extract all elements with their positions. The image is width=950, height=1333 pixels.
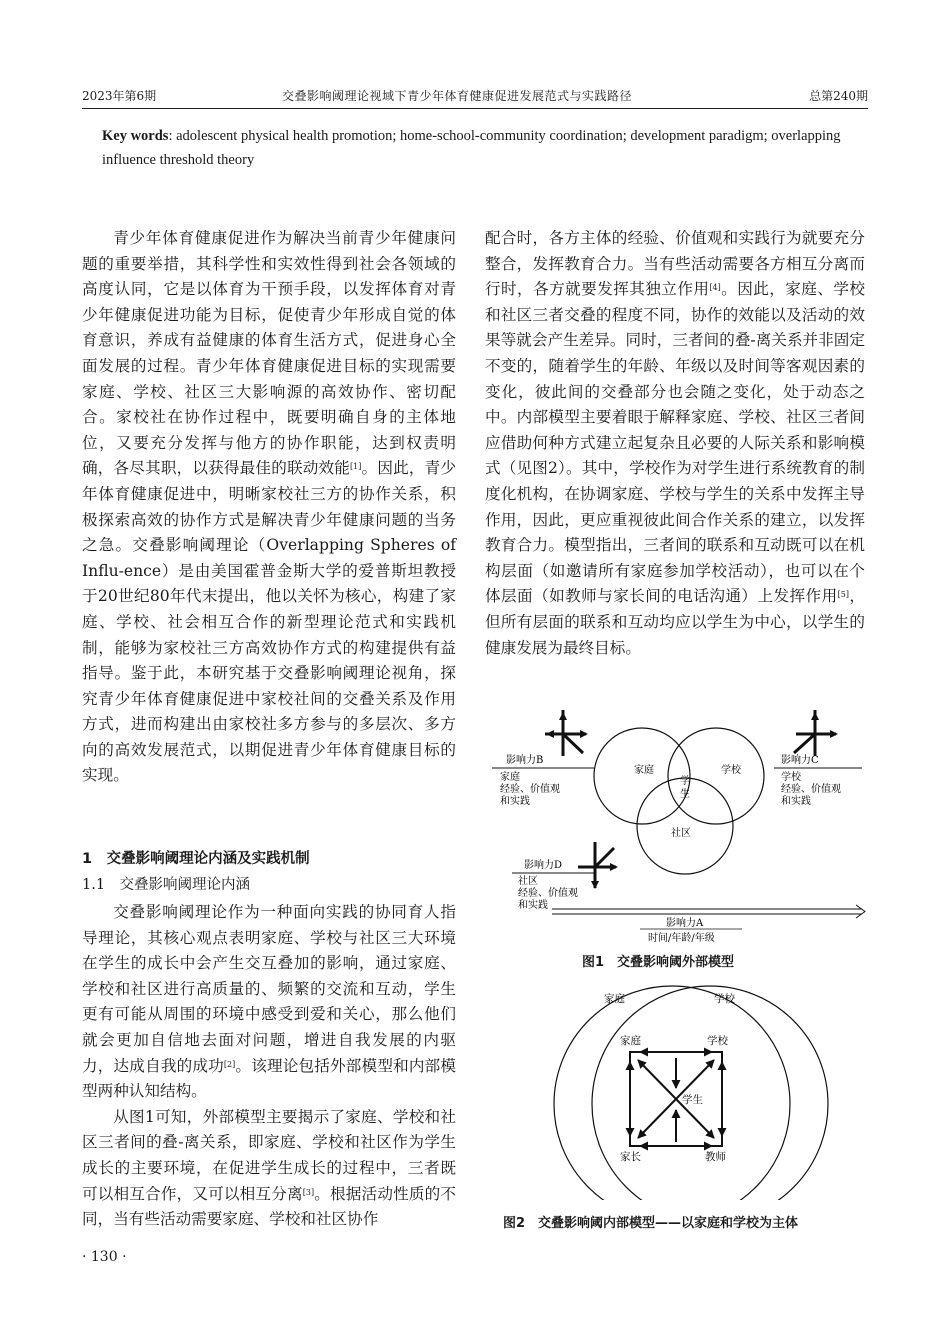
figure-1-external-model [490, 704, 870, 950]
circle-family-outer [554, 986, 790, 1200]
right-text-a: 配合时，各方主体的经验、价值观和实践行为就要充分整合，发挥教育合力。当有些活动需要各方相互分离而行时，各方就要发挥其独立作用 [485, 229, 865, 299]
right-column [485, 226, 865, 661]
force-d-cross [578, 842, 616, 888]
external-text-a: 从图1可知，外部模型主要揭示了家庭、学校和社区三者间的叠-离关系，即家庭、学校和社区作为学生成长的主要环境，在促进学生成长的过程中，三者既可以相互合作，又可以相互分离 [82, 1107, 456, 1203]
right-text-b: 。因此，家庭、学校和社区三者交叠的程度不同，协作的效能以及活动的效果等就会产生差异。同时，三者间的叠-离关系并非固定不变的，随着学生的年龄、年级以及时间等客观因素的变化，彼此间的交叠部分也会随之变化，处于动态之中。内部模型主要着眼于解释家庭、学校、社区三者间应借助何种方式建立起复杂且必要的人际关系和影响模式（见图2）。其中，学校作为对学生进行系统教育的制度化机构，在协调家庭、学校与学生的关系中发挥主导作用，因此，更应重视彼此间合作关系的建立，以发挥教育合力。模型指出，三者间的联系和互动既可以在机构层面（如邀请所有家庭参加学校活动），也可以在个体层面（如教师与家长间的电话沟通）上发挥作用 [485, 280, 865, 606]
corner-parent-label: 家长 [620, 1151, 641, 1163]
ref-2: [2] [223, 1059, 236, 1069]
force-d-text-2: 经验、价值观 [518, 888, 578, 899]
outer-school-label: 学校 [714, 993, 735, 1005]
circle-family-label: 家庭 [634, 765, 654, 776]
outer-family-label: 家庭 [604, 993, 625, 1005]
section-heading: 1 交叠影响阈理论内涵及实践机制 [82, 851, 310, 867]
force-c-text-2: 经验、价值观 [781, 784, 841, 795]
circle-school-outer [592, 986, 828, 1200]
force-d-text-1: 社区 [518, 876, 538, 887]
force-a-label: 影响力A [666, 918, 704, 929]
left-column-section [82, 900, 456, 1233]
circle-family [594, 728, 690, 824]
time-axis-label: 时间/年龄/年级 [648, 933, 715, 944]
force-d-label: 影响力D [524, 860, 563, 871]
center-student-label: 学生 [682, 1094, 703, 1106]
corner-teacher-label: 教师 [705, 1151, 726, 1163]
figure-2-caption: 图2 交叠影响阈内部模型——以家庭和学校为主体 [503, 1216, 799, 1231]
theory-paragraph [82, 900, 456, 1105]
theory-text-a: 交叠影响阈理论作为一种面向实践的协同育人指导理论，其核心观点表明家庭、学校与社区三大环境在学生的成长中会产生交互叠加的影响，通过家庭、学校和社区进行高质量的、频繁的交流和互动，学生更有可能从周围的环境中感受到爱和关心，那么他们就会更加自信地去面对问题，增进自我发展的内驱力，达成自我的成功 [82, 903, 456, 1075]
relation-arrows [630, 1052, 722, 1146]
external-model-paragraph [82, 1105, 456, 1233]
external-text-b: 。根据活动性质的不同，当有些活动需要家庭、学校和社区协作 [82, 1184, 456, 1229]
circle-community-label: 社区 [671, 828, 691, 839]
force-b-label: 影响力B [506, 755, 544, 766]
ref-1: [1] [350, 462, 362, 472]
circle-school-label: 学校 [721, 765, 741, 776]
intro-text-b: 。因此，青少年体育健康促进中，明晰家校社三方的协作关系，积极探索高效的协作方式是解决青少年健康问题的当务之急。交叠影响阈理论（Overlapping Spheres of Influ-ence）是由美国霍普金斯大学的爱普斯坦教授于20世纪80年代末提出，他以关怀为核心，构建了家庭、学校、社会相互合作的新型理论范式和实践机制，能够为家校社三方高效协作方式的构建提供有益指导。鉴于此，本研究基于交叠影响阈理论视角，探究青少年体育健康促进中家校社间的交叠关系及作用方式，进而构建出由家校社多方参与的多层次、多方向的高效发展范式，以期促进青少年体育健康目标的实现。 [82, 459, 456, 785]
center-student-label-2: 生 [680, 789, 690, 800]
force-b-text-3: 和实践 [500, 796, 530, 807]
total-issue-label: 总第240期 [809, 89, 868, 103]
ref-5: [5] [837, 590, 849, 600]
page-number: · 130 · [82, 1249, 127, 1265]
force-b-text-1: 家庭 [500, 772, 520, 783]
ref-4: [4] [709, 283, 721, 293]
corner-school-label: 学校 [707, 1035, 728, 1047]
force-c-label: 影响力C [781, 755, 819, 766]
figure-2-internal-model [550, 982, 830, 1200]
right-text-c: ，但所有层面的联系和互动均应以学生为中心，以学生的健康发展为最终目标。 [485, 587, 865, 657]
center-student-label-1: 学 [680, 776, 690, 787]
force-b-text-2: 经验、价值观 [500, 784, 560, 795]
issue-label: 2023年第6期 [82, 89, 157, 103]
intro-paragraph [82, 226, 456, 789]
force-d-text-3: 和实践 [518, 900, 548, 911]
corner-family-label: 家庭 [620, 1035, 641, 1047]
subsection-heading: 1.1 交叠影响阈理论内涵 [82, 877, 251, 893]
figure-1-caption: 图1 交叠影响阈外部模型 [582, 955, 735, 970]
force-c-text-3: 和实践 [781, 796, 811, 807]
keywords-text: : adolescent physical health promotion; home-school-community coordination; development paradigm; overlapping influence threshold theory [102, 128, 841, 168]
theory-text-b: 。该理论包括外部模型和内部模型两种认知结构。 [82, 1056, 456, 1101]
force-c-cross [794, 710, 836, 756]
keywords [102, 124, 852, 172]
force-c-text-1: 学校 [781, 772, 801, 783]
force-a-axis [552, 905, 865, 918]
force-b-cross [545, 710, 586, 756]
running-header [82, 84, 868, 109]
intro-text-a: 青少年体育健康促进作为解决当前青少年健康问题的重要举措，其科学性和实效性得到社会各领域的高度认同，它是以体育为干预手段，以发挥体育对青少年健康促进功能为目标，促使青少年形成自觉的体育意识，养成有益健康的体育生活方式，促进身心全面发展的过程。青少年体育健康促进目标的实现需要家庭、学校、社区三大影响源的高效协作、密切配合。家校社在协作过程中，既要明确自身的主体地位，又要充分发挥与他方的协作职能，达到权责明确，各尽其职，以获得最佳的联动效能 [82, 229, 456, 478]
right-paragraph [485, 226, 865, 661]
ref-3: [3] [302, 1187, 315, 1197]
left-column [82, 226, 456, 789]
keywords-label: Key words [102, 128, 169, 144]
running-title: 交叠影响阈理论视域下青少年体育健康促进发展范式与实践路径 [282, 89, 633, 103]
